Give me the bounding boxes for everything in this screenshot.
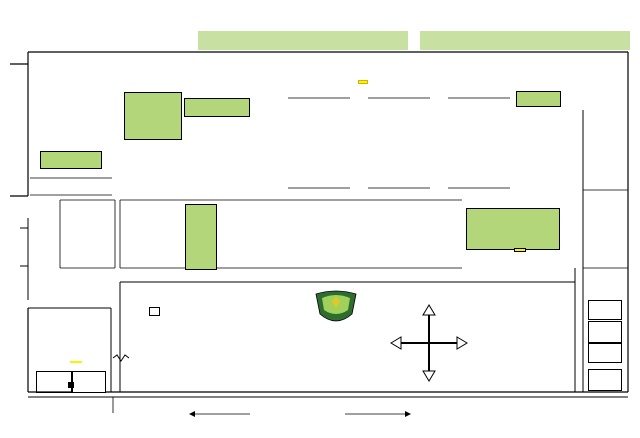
chalet-3 (588, 300, 622, 320)
compass-rose (389, 303, 469, 383)
play-park (124, 92, 182, 140)
office-label (70, 361, 82, 363)
private-area (36, 371, 72, 393)
chalet-2 (588, 343, 622, 363)
ablution-block-3 (466, 208, 560, 250)
ablution-block-1 (184, 98, 250, 117)
ablution-block-4 (185, 204, 217, 270)
ablution-block-2 (516, 91, 561, 107)
ablution-block-5 (40, 151, 102, 169)
pathway-label (358, 80, 368, 84)
swartland-logo (312, 288, 360, 332)
laundry-label (514, 248, 526, 252)
office-marker (68, 382, 74, 388)
chalet-2a (588, 321, 622, 343)
chalet-1 (588, 369, 622, 391)
legend-braai-icon (149, 307, 160, 316)
office-building (72, 371, 106, 393)
